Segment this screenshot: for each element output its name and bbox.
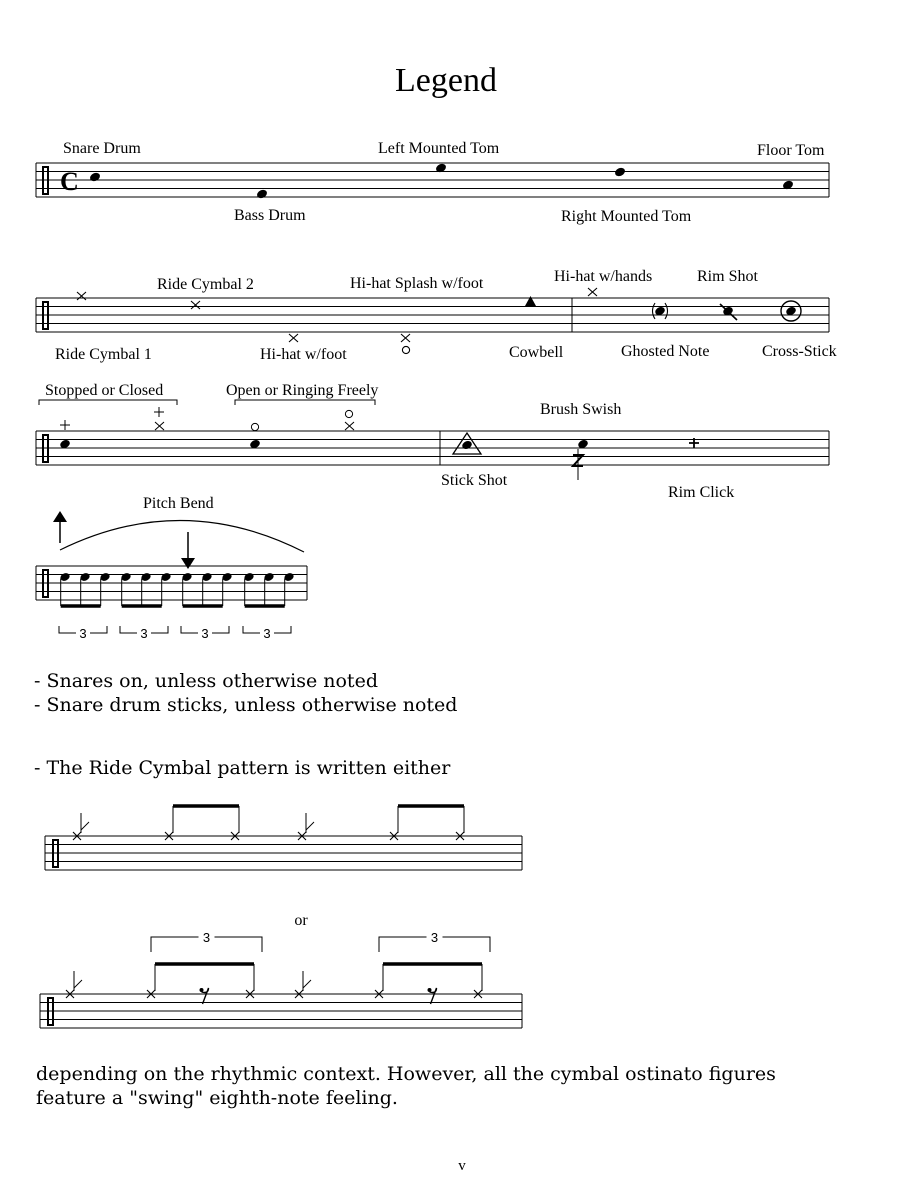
pitch-bend-label: Pitch Bend: [143, 495, 214, 512]
note-snares-on: - Snares on, unless otherwise noted: [34, 670, 378, 692]
ghosted-note-label: Ghosted Note: [621, 343, 710, 360]
tuplet-number: 3: [263, 626, 271, 641]
floor-tom-label: Floor Tom: [757, 142, 825, 159]
staff-row-2: [36, 268, 837, 363]
ride-pattern-staff-1: [45, 806, 522, 870]
quarter-tick: [74, 980, 82, 988]
pitch-down-arrow-icon: [181, 558, 195, 569]
stick-shot-notehead: [461, 440, 473, 451]
pitch-up-arrow-icon: [53, 511, 67, 522]
triplet-eighth-notes: [59, 572, 295, 606]
closed-hihat-x-notehead: [155, 422, 164, 430]
plus-closed-icon: [154, 407, 164, 417]
plus-closed-icon: [60, 420, 70, 430]
staff-row-4: [36, 495, 307, 641]
snare-drum-note: [89, 171, 102, 182]
open-circle-icon: [402, 346, 409, 353]
bass-drum-note: [256, 188, 269, 199]
tuplet-number: 3: [79, 626, 87, 641]
stopped-closed-label: Stopped or Closed: [45, 382, 164, 399]
brush-swish-label: Brush Swish: [540, 401, 622, 418]
right-mounted-tom-note: [614, 166, 627, 177]
page-number: v: [458, 1158, 466, 1174]
pitch-bend-arc: [60, 520, 304, 552]
open-hihat-x-notehead: [345, 422, 354, 430]
staff-row-3: [36, 382, 829, 501]
note-snare-sticks: - Snare drum sticks, unless otherwise noted: [34, 694, 458, 716]
eighth-rest-dot: [428, 988, 432, 992]
quarter-tick: [306, 822, 314, 830]
open-circle-icon: [251, 423, 258, 430]
hihat-splash-label: Hi-hat Splash w/foot: [350, 275, 484, 292]
ride-cymbal-2-x-notehead: [191, 301, 200, 309]
hihat-hands-label: Hi-hat w/hands: [554, 268, 653, 285]
quarter-tick: [303, 980, 311, 988]
tuplet-number: 3: [201, 626, 209, 641]
stopped-closed-bracket: [39, 400, 177, 405]
tuplet-number: 3: [202, 930, 211, 945]
ghost-left-paren: [653, 303, 656, 319]
hihat-foot-x-notehead: [289, 334, 298, 342]
rim-click-label: Rim Click: [668, 484, 735, 501]
or-text: or: [294, 912, 308, 929]
tuplet-number: 3: [140, 626, 148, 641]
ride-cymbal-2-label: Ride Cymbal 2: [157, 276, 254, 293]
quarter-tick: [81, 822, 89, 830]
open-ringing-bracket: [235, 400, 375, 405]
open-ringing-label: Open or Ringing Freely: [226, 382, 379, 399]
ride-pattern-notes: [73, 806, 464, 840]
hihat-splash-x-notehead: [401, 334, 410, 342]
ride-pattern-swing-notes: [66, 930, 490, 1004]
cowbell-label: Cowbell: [509, 344, 564, 361]
open-circle-icon: [345, 410, 352, 417]
bass-drum-label: Bass Drum: [234, 207, 306, 224]
snare-drum-label: Snare Drum: [63, 140, 141, 157]
stick-shot-label: Stick Shot: [441, 472, 508, 489]
triplet-brackets: [59, 626, 291, 641]
common-time-signature: C: [60, 167, 79, 196]
eighth-rest-dot: [200, 988, 204, 992]
tuplet-number: 3: [430, 930, 439, 945]
left-mounted-tom-label: Left Mounted Tom: [378, 140, 500, 157]
ride-pattern-intro: - The Ride Cymbal pattern is written either: [34, 757, 451, 779]
closing-line-1: depending on the rhythmic context. However, all the cymbal ostinato figures: [36, 1063, 776, 1085]
cross-stick-label: Cross-Stick: [762, 343, 837, 360]
ride-cymbal-1-x-notehead: [77, 292, 86, 300]
right-mounted-tom-label: Right Mounted Tom: [561, 208, 692, 225]
hihat-foot-label: Hi-hat w/foot: [260, 346, 347, 363]
ride-pattern-staff-2: [40, 930, 522, 1028]
ghost-right-paren: [665, 303, 668, 319]
staff-row-1: [36, 140, 829, 225]
page-title: Legend: [395, 62, 497, 99]
ride-cymbal-1-label: Ride Cymbal 1: [55, 346, 152, 363]
hihat-hands-x-notehead: [588, 288, 597, 296]
closing-line-2: feature a "swing" eighth-note feeling.: [36, 1087, 398, 1109]
rim-shot-label: Rim Shot: [697, 268, 758, 285]
